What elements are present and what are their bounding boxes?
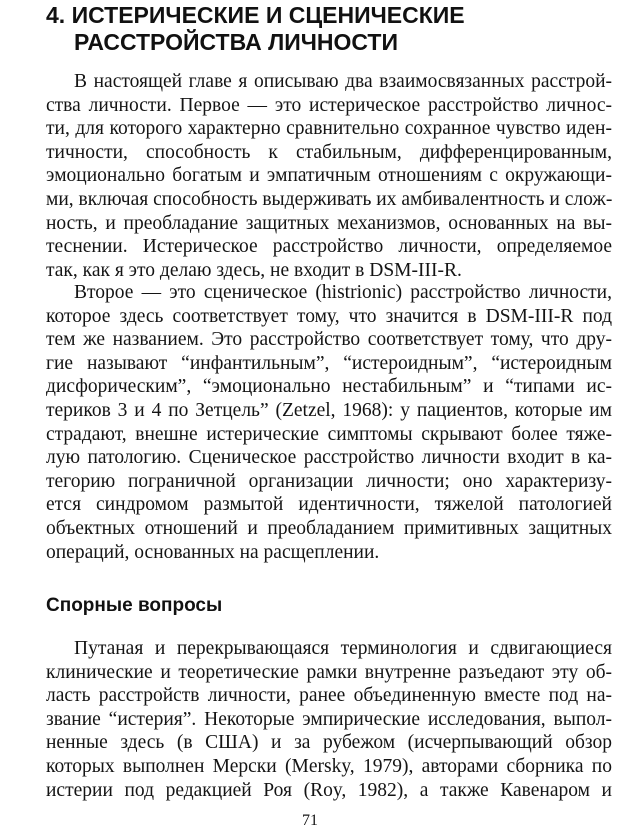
text-line: ласть расстройств личности, ранее объединенную вместе под на- bbox=[46, 685, 612, 707]
text-line: гие называют “инфантильным”, “истероидным”, “истероидным bbox=[46, 352, 612, 374]
text-line: объектных отношений и преобладанием примитивных защитных bbox=[46, 517, 612, 539]
text-line: так, как я это делаю здесь, не входит в DSM-III-R. bbox=[46, 259, 462, 281]
text-line: ти, для которого характерно сравнительно сохранное чувство иден- bbox=[46, 118, 612, 140]
text-line: эмоционально богатым и эмпатичным отношениям с окружающи- bbox=[46, 165, 612, 187]
text-line: звание “истерия”. Некоторые эмпирические исследования, выпол- bbox=[46, 708, 612, 730]
text-line: которое здесь соответствует тому, что значится в DSM-III-R под bbox=[46, 305, 612, 327]
text-line: операций, основанных на расщеплении. bbox=[46, 541, 380, 563]
paragraph-controversies bbox=[46, 637, 612, 802]
text-line: ненные здесь (в США) и за рубежом (исчерпывающий обзор bbox=[46, 732, 612, 754]
text-line: ется синдромом размытой идентичности, тяжелой патологией bbox=[46, 494, 612, 516]
text-line: ми, включая способность выдерживать их амбивалентность и слож- bbox=[46, 188, 612, 210]
section-heading: Спорные вопросы bbox=[46, 595, 223, 616]
text-line: тем же названием. Это расстройство соответствует тому, что дру- bbox=[46, 329, 612, 351]
paragraph-hysterical bbox=[46, 70, 612, 282]
text-line: страдают, внешне истерические симптомы скрывают более тяже- bbox=[46, 423, 612, 445]
text-line: Второе — это сценическое (histrionic) расстройство личности, bbox=[74, 282, 612, 303]
text-line: ность, и преобладание защитных механизмов, основанных на вы- bbox=[46, 212, 612, 234]
text-line: истерии под редакцией Роя (Roy, 1982), а также Кавенаром и bbox=[46, 779, 612, 801]
text-line: которых выполнен Мерски (Mersky, 1979), авторами сборника по bbox=[46, 755, 612, 777]
text-line: клинические и теоретические рамки внутренне разъедают эту об- bbox=[46, 661, 612, 683]
text-line: тичности, способность к стабильным, дифференцированным, bbox=[46, 141, 612, 163]
text-line: Путаная и перекрывающаяся терминология и сдвигающиеся bbox=[74, 638, 612, 659]
chapter-title-line: 4. ИСТЕРИЧЕСКИЕ И СЦЕНИЧЕСКИЕ bbox=[46, 2, 465, 28]
text-line: териков 3 и 4 по Зетцель” (Zetzel, 1968): у пациентов, которые им bbox=[46, 399, 612, 421]
chapter-title-line: РАССТРОЙСТВА ЛИЧНОСТИ bbox=[74, 29, 399, 55]
paragraph-histrionic bbox=[46, 281, 612, 564]
chapter-title bbox=[46, 2, 465, 56]
page-number: 71 bbox=[302, 812, 318, 829]
text-line: дисфорическим”, “эмоционально нестабильным” и “типами ис- bbox=[46, 376, 612, 398]
text-line: В настоящей главе я описываю два взаимосвязанных расстрой- bbox=[74, 71, 612, 92]
text-line: лую патологию. Сценическое расстройство личности входит в ка- bbox=[46, 447, 612, 469]
text-line: ства личности. Первое — это истерическое расстройство личнос- bbox=[46, 94, 612, 116]
text-line: тегорию пограничной организации личности; оно характеризу- bbox=[46, 470, 612, 492]
text-line: теснении. Истерическое расстройство личности, определяемое bbox=[46, 236, 612, 258]
